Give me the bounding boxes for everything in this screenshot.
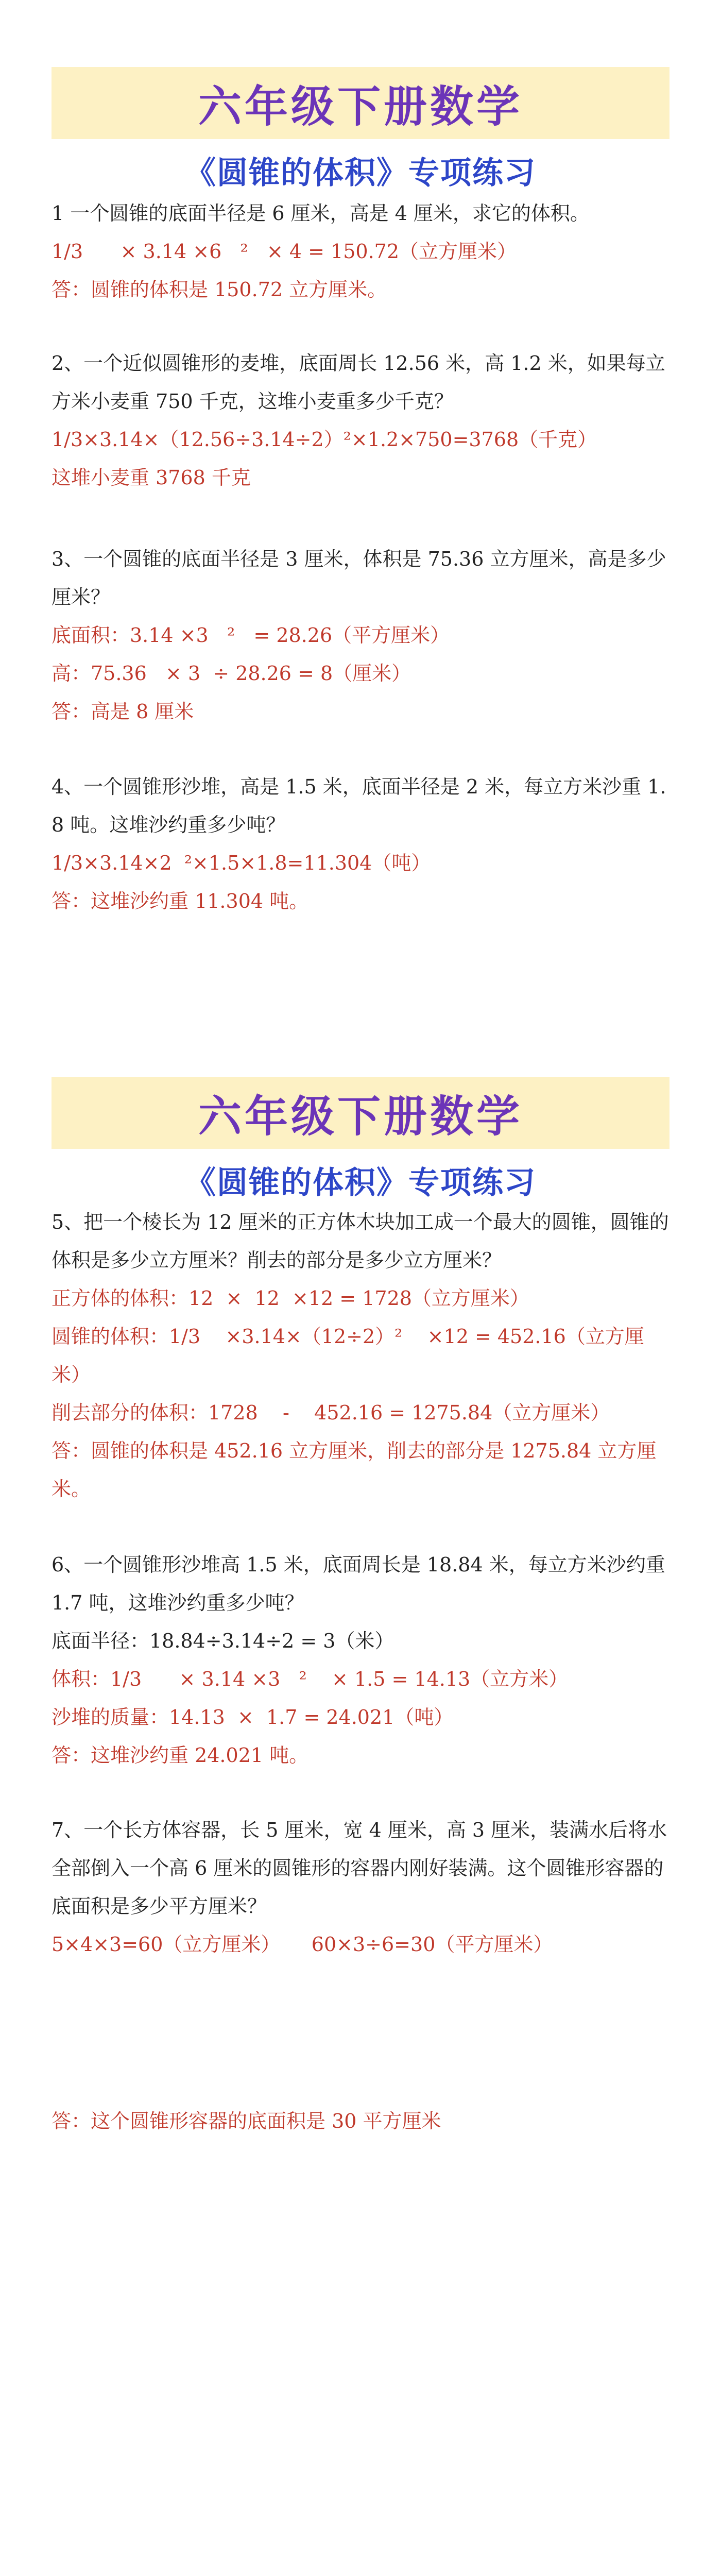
problem-6-mass: 沙堆的质量：14.13 × 1.7 = 24.021（吨） — [52, 1706, 454, 1728]
problem-4 — [52, 768, 670, 920]
problem-3 — [52, 540, 670, 731]
problem-3-height: 高：75.36 × 3 ÷ 28.26 = 8（厘米） — [52, 662, 411, 685]
problem-6-question: 6、一个圆锥形沙堆高 1.5 米，底面周长是 18.84 米，每立方米沙约重 1.7 吨，这堆沙约重多少吨？ — [52, 1553, 672, 1614]
problem-4-solution: 1/3×3.14×2 ²×1.5×1.8=11.304（吨） — [52, 852, 431, 874]
problem-1 — [52, 194, 670, 309]
problem-6-volume: 体积：1/3 × 3.14 ×3 ² × 1.5 = 14.13（立方米） — [52, 1668, 569, 1690]
problem-1-question: 1 一个圆锥的底面半径是 6 厘米，高是 4 厘米，求它的体积。 — [52, 202, 590, 225]
problem-5-cube-volume: 正方体的体积：12 × 12 ×12 = 1728（立方厘米） — [52, 1287, 529, 1310]
problem-5-answer: 答：圆锥的体积是 452.16 立方厘米，削去的部分是 1275.84 立方厘米。 — [52, 1439, 657, 1500]
section-2-subtitle: 《圆锥的体积》专项练习 — [185, 1165, 536, 1201]
problem-2-solution: 1/3×3.14×（12.56÷3.14÷2）²×1.2×750=3768（千克） — [52, 428, 597, 451]
problem-1-answer: 答：圆锥的体积是 150.72 立方厘米。 — [52, 278, 387, 301]
section-1-subtitle: 《圆锥的体积》专项练习 — [185, 155, 536, 191]
problem-6-radius: 底面半径：18.84÷3.14÷2 = 3（米） — [52, 1630, 394, 1652]
problem-2-question: 2、一个近似圆锥形的麦堆，底面周长 12.56 米，高 1.2 米，如果每立方米小麦重 750 千克，这堆小麦重多少千克？ — [52, 352, 665, 413]
problem-3-question: 3、一个圆锥的底面半径是 3 厘米，体积是 75.36 立方厘米，高是多少厘米？ — [52, 548, 666, 608]
problem-3-base-area: 底面积：3.14 ×3 ² = 28.26（平方厘米） — [52, 624, 450, 647]
problem-5-cone-volume: 圆锥的体积：1/3 ×3.14×（12÷2）² ×12 = 452.16（立方厘米） — [52, 1325, 644, 1386]
banner-title: 六年级下册数学 — [198, 1091, 523, 1142]
problem-5-removed-volume: 削去部分的体积：1728 - 452.16 = 1275.84（立方厘米） — [52, 1401, 610, 1424]
section-2-banner — [52, 1077, 670, 1149]
problem-6 — [52, 1546, 670, 1774]
problem-3-answer: 答：高是 8 厘米 — [52, 700, 194, 723]
problem-6-answer: 答：这堆沙约重 24.021 吨。 — [52, 1744, 309, 1767]
problem-1-solution: 1/3 × 3.14 ×6 ² × 4 = 150.72（立方厘米） — [52, 240, 517, 263]
problem-2 — [52, 344, 670, 497]
banner-title: 六年级下册数学 — [198, 81, 523, 132]
problem-5-question: 5、把一个棱长为 12 厘米的正方体木块加工成一个最大的圆锥，圆锥的体积是多少立方厘米？削去的部分是多少立方厘米？ — [52, 1211, 669, 1272]
problem-4-question: 4、一个圆锥形沙堆，高是 1.5 米，底面半径是 2 米，每立方米沙重 1.8 吨。这堆沙约重多少吨？ — [52, 775, 666, 836]
problem-2-answer: 这堆小麦重 3768 千克 — [52, 466, 251, 489]
problem-4-answer: 答：这堆沙约重 11.304 吨。 — [52, 890, 309, 912]
problem-7-answer-block — [52, 2102, 670, 2140]
problem-7-question: 7、一个长方体容器，长 5 厘米，宽 4 厘米，高 3 厘米，装满水后将水全部倒入一个高 6 厘米的圆锥形的容器内刚好装满。这个圆锥形容器的底面积是多少平方厘米？ — [52, 1819, 667, 1918]
problem-7-solution: 5×4×3=60（立方厘米） 60×3÷6=30（平方厘米） — [52, 1933, 553, 1956]
section-1-banner — [52, 67, 670, 139]
problem-7 — [52, 1811, 670, 1963]
problem-7-answer: 答：这个圆锥形容器的底面积是 30 平方厘米 — [52, 2110, 441, 2132]
problem-5 — [52, 1203, 670, 1508]
